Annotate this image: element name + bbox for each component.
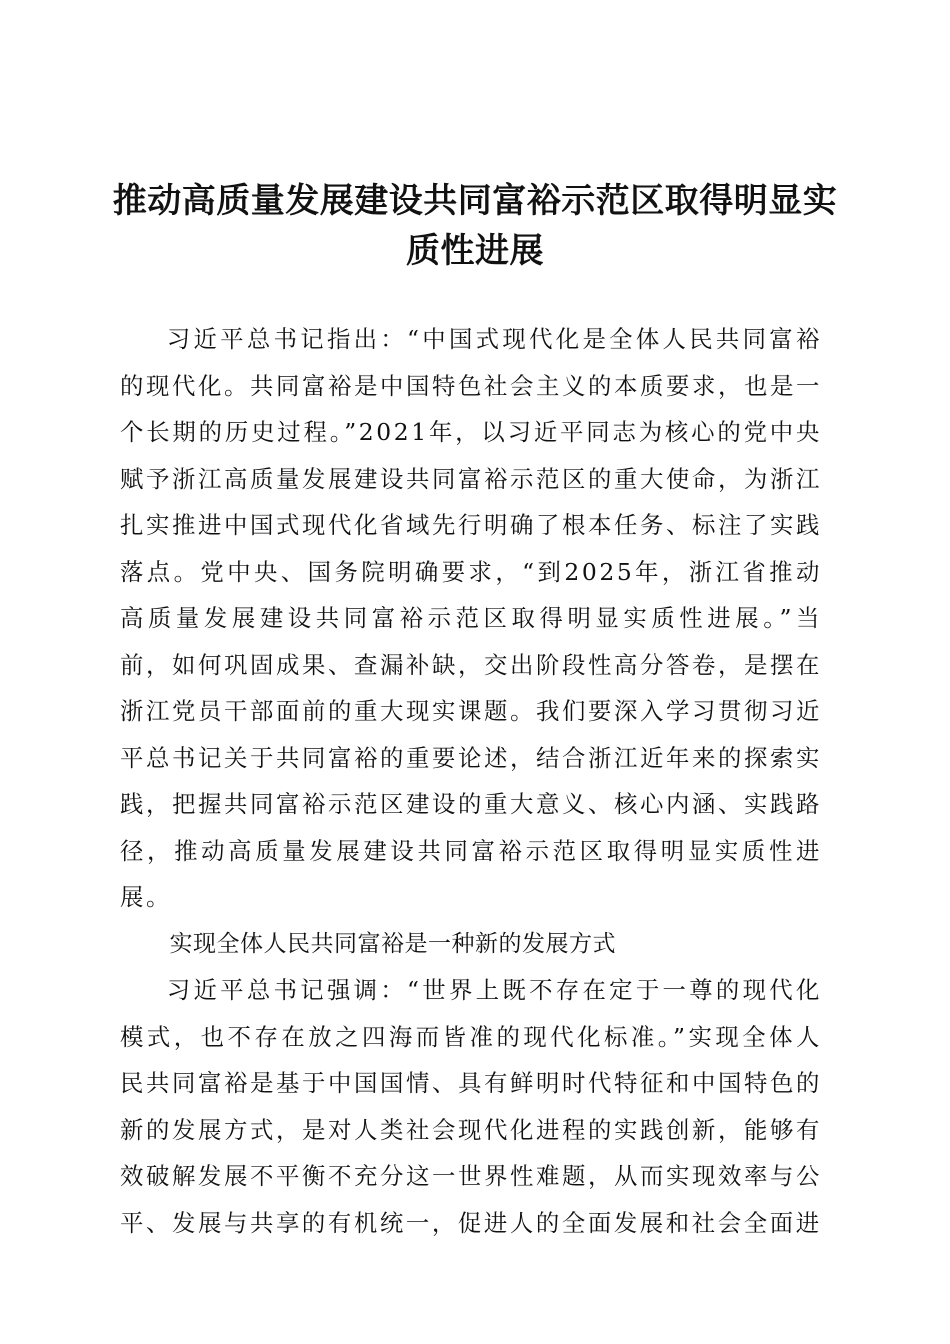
section-paragraph: 习近平总书记强调：“世界上既不存在定于一尊的现代化模式，也不存在放之四海而皆准的现代化标准。”实现全体人民共同富裕是基于中国国情、具有鲜明时代特征和中国特色的新的发展方式，是对人类社会现代化进程的实践创新，能够有效破解发展不平衡不充分这一世界性难题，从而实现效率与公平、发展与共享的有机统一，促进人的全面发展和社会全面进 xyxy=(120,976,822,1237)
intro-paragraph: 习近平总书记指出：“中国式现代化是全体人民共同富裕的现代化。共同富裕是中国特色社会主义的本质要求，也是一个长期的历史过程。”2021年，以习近平同志为核心的党中央赋予浙江高质量发展建设共同富裕示范区的重大使命，为浙江扎实推进中国式现代化省域先行明确了根本任务、标注了实践落点。党中央、国务院明确要求，“到2025年，浙江省推动高质量发展建设共同富裕示范区取得明显实质性进展。”当前，如何巩固成果、查漏补缺，交出阶段性高分答卷，是摆在浙江党员干部面前的重大现实课题。我们要深入学习贯彻习近平总书记关于共同富裕的重要论述，结合浙江近年来的探索实践，把握共同富裕示范区建设的重大意义、核心内涵、实践路径，推动高质量发展建设共同富裕示范区取得明显实质性进展。 xyxy=(120,325,822,911)
document-body xyxy=(120,316,822,1246)
document-title: 推动高质量发展建设共同富裕示范区取得明显实质性进展 xyxy=(112,181,838,271)
section-heading: 实现全体人民共同富裕是一种新的发展方式 xyxy=(169,930,616,957)
